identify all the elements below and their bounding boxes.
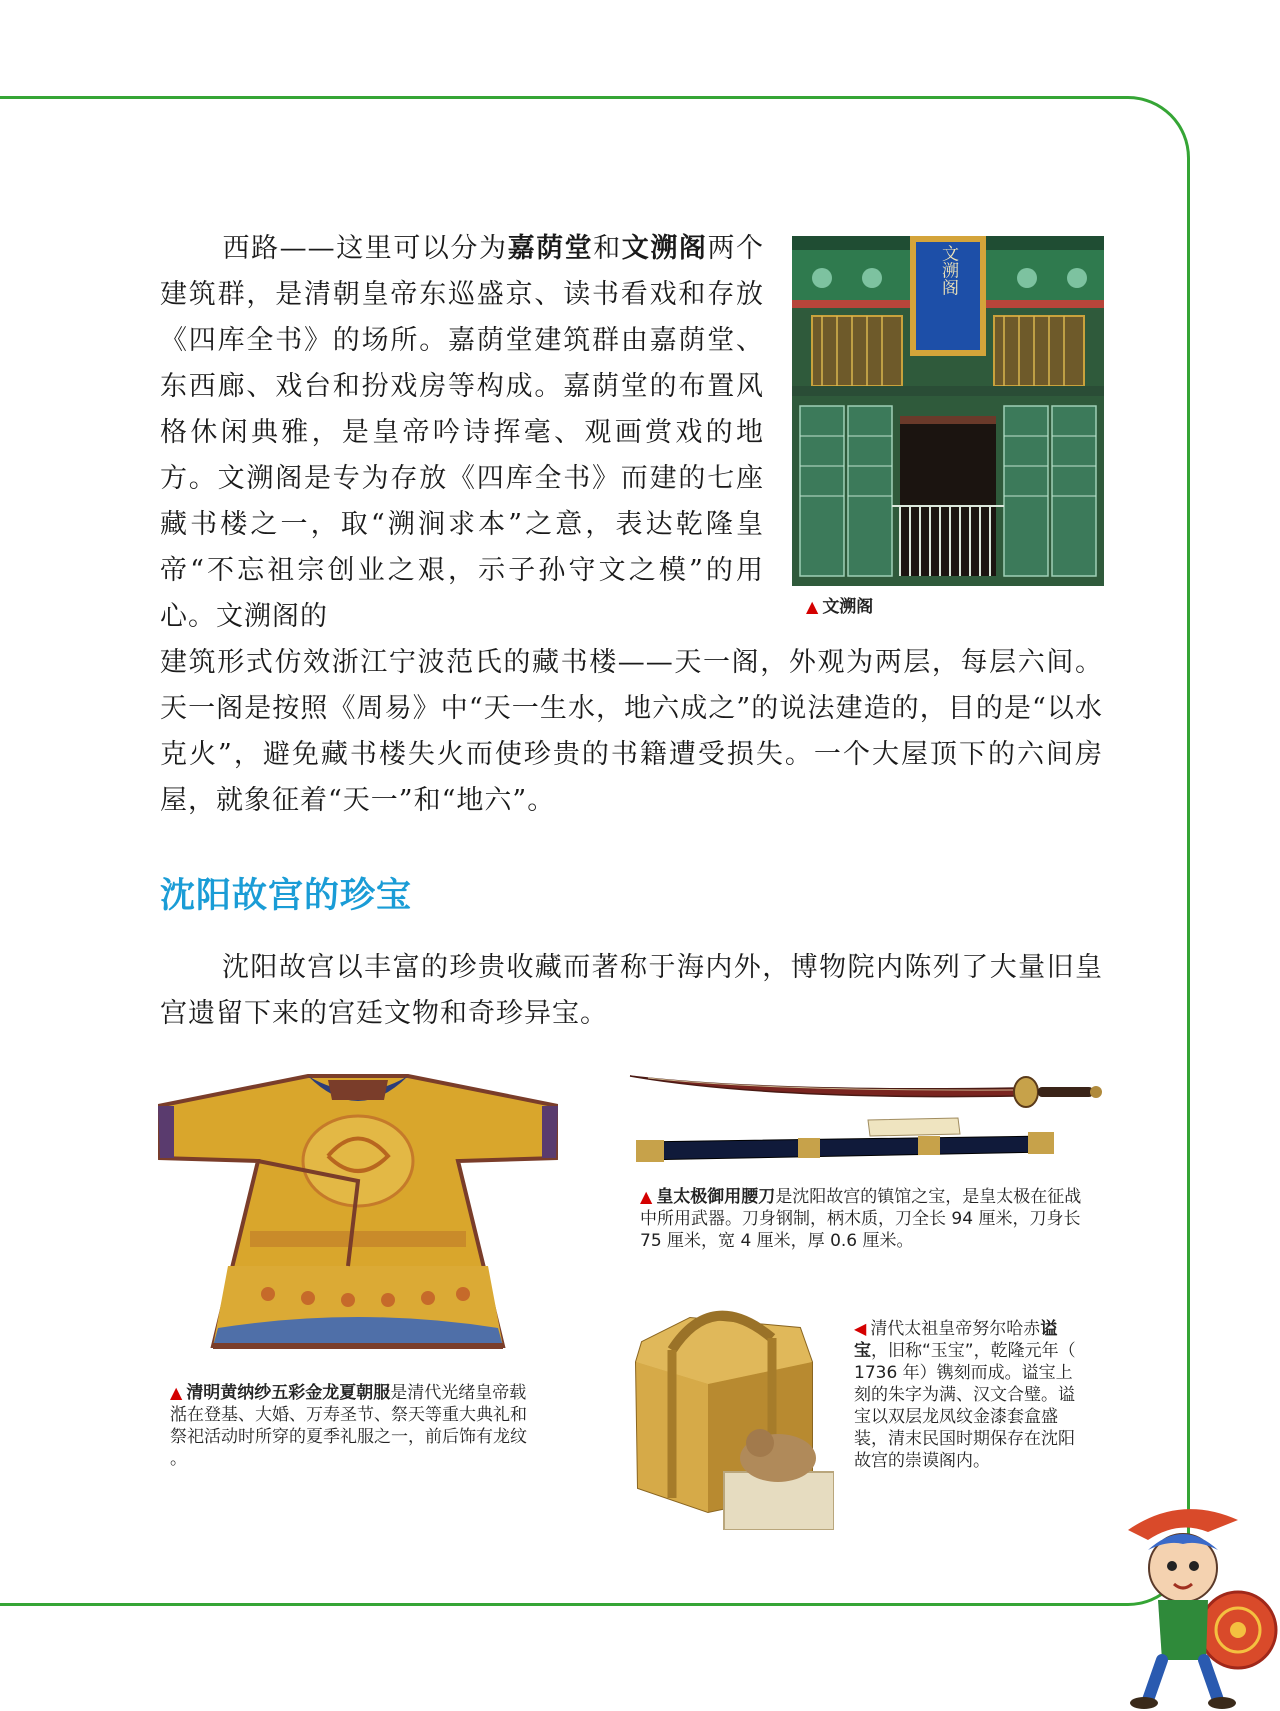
jiayin-hall-term: 嘉荫堂 — [507, 233, 594, 264]
intro-paragraph: 西路——这里可以分为嘉荫堂和文溯阁两个建筑群，是清朝皇帝东巡盛京、读书看戏和存放《四库全书》的场所。嘉荫堂建筑群由嘉荫堂、东西廊、戏台和扮戏房等构成。嘉荫堂的布置风格休闲典雅，是皇帝吟诗挥毫、观画赏戏的地方。文溯阁是专为存放《四库全书》而建的七座藏书楼之一，取“溯涧求本”之意，表达乾隆皇帝“不忘祖宗创业之艰，示子孙守文之模”的用心。文溯阁的 — [160, 233, 765, 632]
posthumous-seal-title: 谥宝 — [854, 1319, 1058, 1361]
dragon-robe-title: 清明黄纳纱五彩金龙夏朝服 — [186, 1383, 391, 1403]
caption-marker-icon: ▲ — [806, 597, 819, 616]
plaque-text: 文溯阁 — [938, 244, 958, 296]
dragon-robe-image — [158, 1066, 558, 1366]
wensu-pavilion-term: 文溯阁 — [621, 233, 708, 264]
waist-sword-caption: ▲ 皇太极御用腰刀是沈阳故宫的镇馆之宝，是皇太极在征战中所用武器。刀身钢制，柄木质，刀全长 94 厘米，刀身长 75 厘米，宽 4 厘米，厚 0.6 厘米。 — [640, 1187, 1082, 1251]
section-paragraph: 沈阳故宫以丰富的珍贵收藏而著称于海内外，博物院内陈列了大量旧皇宫遗留下来的宫廷文物和奇珍异宝。 — [160, 952, 1103, 1029]
section-title: 沈阳故宫的珍宝 — [160, 875, 413, 916]
cartoon-mascot-illustration — [1088, 1500, 1280, 1711]
caption-marker-icon: ▲ — [170, 1383, 183, 1402]
waist-sword-image — [618, 1070, 1102, 1170]
caption-marker-left-icon: ◀ — [854, 1319, 867, 1338]
waist-sword-title: 皇太极御用腰刀 — [656, 1187, 776, 1207]
posthumous-seal-caption: ◀ 清代太祖皇帝努尔哈赤谥宝，旧称“玉宝”，乾隆元年（ 1736 年）镌刻而成。谥宝上刻的朱字为满、汉文合璧。谥宝以双层龙凤纹金漆套盒盛装，清末民国时期保存在沈阳故宫的崇谟阁内。 — [854, 1319, 1076, 1471]
intro-paragraph-continued: 建筑形式仿效浙江宁波范氏的藏书楼——天一阁，外观为两层，每层六间。天一阁是按照《周易》中“天一生水，地六成之”的说法建造的，目的是“以水克火”，避免藏书楼失火而使珍贵的书籍遭受损失。一个大屋顶下的六间房屋，就象征着“天一”和“地六”。 — [160, 647, 1103, 816]
caption-marker-icon: ▲ — [640, 1187, 653, 1206]
wensu-pavilion-caption: ▲ 文溯阁 — [806, 597, 874, 617]
dragon-robe-caption: ▲ 清明黄纳纱五彩金龙夏朝服是清代光绪皇帝载湉在登基、大婚、万寿圣节、祭天等重大典礼和祭祀活动时所穿的夏季礼服之一，前后饰有龙纹 。 — [170, 1383, 527, 1469]
posthumous-seal-image — [612, 1298, 834, 1530]
wensu-pavilion-photo — [792, 236, 1104, 586]
